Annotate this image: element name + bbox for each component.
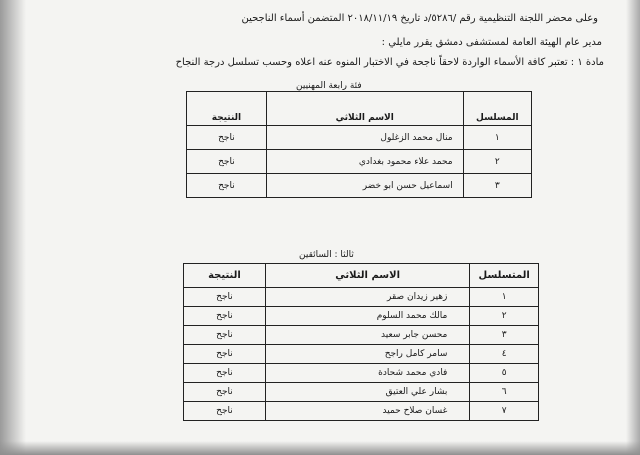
table-row xyxy=(184,288,539,307)
section1-caption: فئة رابعة المهنيين xyxy=(296,81,362,91)
table-row xyxy=(184,345,539,364)
serial-cell: ٦ xyxy=(470,383,539,402)
table-row xyxy=(187,174,532,198)
result-cell: ناجح xyxy=(184,307,266,326)
name-cell: مالك محمد السلوم xyxy=(265,307,469,326)
result-cell: ناجح xyxy=(187,150,267,174)
table-row xyxy=(184,326,539,345)
result-cell: ناجح xyxy=(187,174,267,198)
name-cell: منال محمد الزغلول xyxy=(266,126,463,150)
column-header-name: الاسم الثلاثي xyxy=(266,92,463,126)
result-cell: ناجح xyxy=(184,345,266,364)
serial-cell: ٢ xyxy=(470,307,539,326)
header-line-3: مادة ١ : تعتبر كافة الأسماء الواردة لاحقاً ناجحة في الاختبار المنوه عنه اعلاه وحسب تسلسل درجة النجاح xyxy=(175,57,604,68)
scan-shadow-right xyxy=(626,0,640,455)
column-header-result: النتيجة xyxy=(184,264,266,288)
serial-cell: ٣ xyxy=(463,174,531,198)
serial-cell: ٤ xyxy=(470,345,539,364)
column-header-serial: المتسلسل xyxy=(470,264,539,288)
result-cell: ناجح xyxy=(187,126,267,150)
table-row xyxy=(184,402,539,421)
serial-cell: ٧ xyxy=(470,402,539,421)
table-row xyxy=(184,364,539,383)
header-line-2: مدير عام الهيئة العامة لمستشفى دمشق يقرر مايلي : xyxy=(381,37,602,48)
serial-cell: ٣ xyxy=(470,326,539,345)
table-row xyxy=(184,307,539,326)
table-row xyxy=(184,383,539,402)
scan-shadow-left xyxy=(0,0,26,455)
name-cell: غسان صلاح حميد xyxy=(265,402,469,421)
column-header-result: النتيجة xyxy=(187,92,267,126)
name-cell: محمد علاء محمود بغدادي xyxy=(266,150,463,174)
name-cell: زهير زيدان صقر xyxy=(265,288,469,307)
result-cell: ناجح xyxy=(184,326,266,345)
name-cell: اسماعيل حسن ابو خضر xyxy=(266,174,463,198)
name-cell: سامر كامل راجح xyxy=(265,345,469,364)
serial-cell: ٢ xyxy=(463,150,531,174)
column-header-name: الاسم الثلاثي xyxy=(265,264,469,288)
table-row xyxy=(187,126,532,150)
column-header-serial: المسلسل xyxy=(463,92,531,126)
name-cell: فادي محمد شحادة xyxy=(265,364,469,383)
table-header-row xyxy=(184,264,539,288)
serial-cell: ٥ xyxy=(470,364,539,383)
serial-cell: ١ xyxy=(463,126,531,150)
section1-table xyxy=(186,91,532,198)
serial-cell: ١ xyxy=(470,288,539,307)
table-row xyxy=(187,150,532,174)
table-header-row xyxy=(187,92,532,126)
section2-table xyxy=(183,263,539,421)
header-line-1: وعلى محضر اللجنة التنظيمية رقم /٥٢٨٦/د تاريخ ٢٠١٨/١١/١٩ المتضمن أسماء الناجحين xyxy=(241,13,598,24)
section2-caption: ثالثا : السائقين xyxy=(299,250,354,260)
scan-shadow-bottom xyxy=(0,441,640,455)
result-cell: ناجح xyxy=(184,288,266,307)
result-cell: ناجح xyxy=(184,402,266,421)
result-cell: ناجح xyxy=(184,383,266,402)
name-cell: بشار علي العتيق xyxy=(265,383,469,402)
result-cell: ناجح xyxy=(184,364,266,383)
name-cell: محسن جابر سعيد xyxy=(265,326,469,345)
